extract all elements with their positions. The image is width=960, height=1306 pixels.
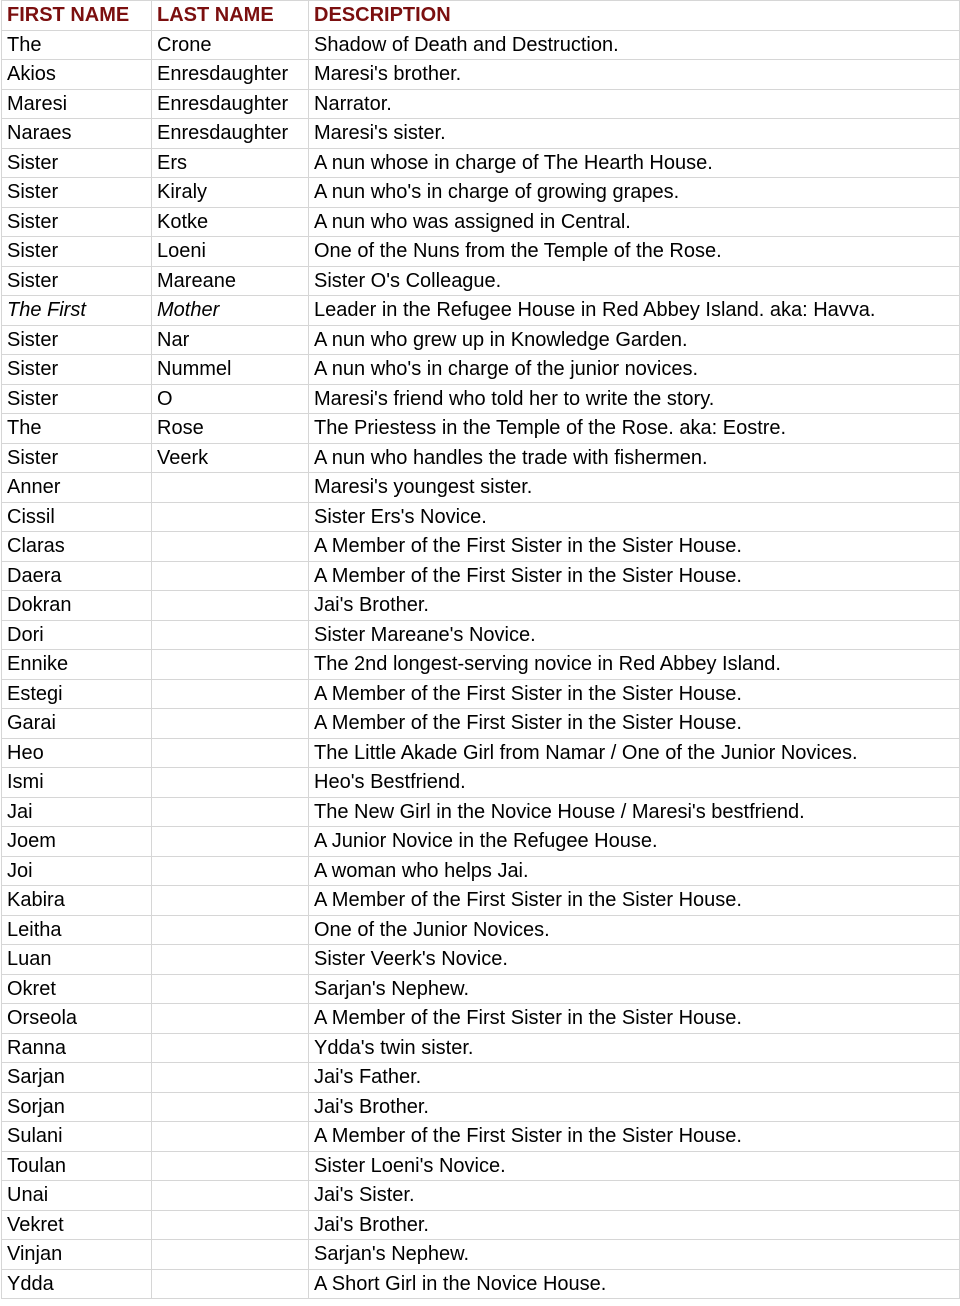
table-row — [2, 502, 960, 532]
table-row — [2, 709, 960, 739]
description-cell[interactable]: A Member of the First Sister in the Sister House. — [309, 679, 960, 709]
description-cell[interactable]: Heo's Bestfriend. — [309, 768, 960, 798]
last-name-cell[interactable]: Crone — [152, 30, 309, 60]
header-row — [2, 1, 960, 31]
last-name-cell[interactable] — [152, 738, 309, 768]
last-name-cell[interactable] — [152, 1063, 309, 1093]
last-name-cell[interactable] — [152, 561, 309, 591]
description-cell[interactable]: A nun whose in charge of The Hearth House. — [309, 148, 960, 178]
description-cell[interactable]: Sister Veerk's Novice. — [309, 945, 960, 975]
last-name-cell[interactable] — [152, 827, 309, 857]
description-cell[interactable]: A nun who's in charge of the junior novices. — [309, 355, 960, 385]
table-row — [2, 473, 960, 503]
table-row — [2, 355, 960, 385]
table-row — [2, 738, 960, 768]
table-row — [2, 1033, 960, 1063]
last-name-cell[interactable] — [152, 915, 309, 945]
table-row — [2, 561, 960, 591]
last-name-cell[interactable]: Loeni — [152, 237, 309, 267]
description-cell[interactable]: The New Girl in the Novice House / Maresi's bestfriend. — [309, 797, 960, 827]
last-name-cell[interactable] — [152, 856, 309, 886]
first-name-cell[interactable]: Luan — [2, 945, 152, 975]
last-name-cell[interactable] — [152, 1092, 309, 1122]
first-name-cell[interactable]: Ranna — [2, 1033, 152, 1063]
last-name-cell[interactable]: Enresdaughter — [152, 60, 309, 90]
description-cell[interactable]: Jai's Sister. — [309, 1181, 960, 1211]
first-name-cell[interactable]: Cissil — [2, 502, 152, 532]
description-cell[interactable]: A Junior Novice in the Refugee House. — [309, 827, 960, 857]
last-name-cell[interactable] — [152, 768, 309, 798]
table-row — [2, 915, 960, 945]
last-name-cell[interactable]: Veerk — [152, 443, 309, 473]
first-name-cell[interactable]: Joem — [2, 827, 152, 857]
table-row — [2, 207, 960, 237]
first-name-cell[interactable]: Kabira — [2, 886, 152, 916]
first-name-cell[interactable]: Orseola — [2, 1004, 152, 1034]
last-name-cell[interactable] — [152, 945, 309, 975]
table-row — [2, 384, 960, 414]
last-name-cell[interactable] — [152, 1004, 309, 1034]
table-row — [2, 797, 960, 827]
last-name-cell[interactable] — [152, 473, 309, 503]
table-row — [2, 532, 960, 562]
last-name-cell[interactable] — [152, 1210, 309, 1240]
description-cell[interactable]: Jai's Brother. — [309, 1092, 960, 1122]
last-name-cell[interactable] — [152, 974, 309, 1004]
first-name-cell[interactable]: Sister — [2, 384, 152, 414]
description-cell[interactable]: A nun who grew up in Knowledge Garden. — [309, 325, 960, 355]
last-name-cell[interactable]: Rose — [152, 414, 309, 444]
table-row — [2, 650, 960, 680]
table-row — [2, 620, 960, 650]
table-row — [2, 886, 960, 916]
table-row — [2, 1122, 960, 1152]
table-row — [2, 856, 960, 886]
last-name-cell[interactable]: Mother — [152, 296, 309, 326]
description-cell[interactable]: Sister O's Colleague. — [309, 266, 960, 296]
description-cell[interactable]: Sarjan's Nephew. — [309, 1240, 960, 1270]
table-row — [2, 679, 960, 709]
first-name-cell[interactable]: Ydda — [2, 1269, 152, 1299]
last-name-cell[interactable] — [152, 1181, 309, 1211]
last-name-cell[interactable] — [152, 1122, 309, 1152]
first-name-cell[interactable]: Sister — [2, 355, 152, 385]
first-name-cell[interactable]: Sister — [2, 325, 152, 355]
character-sheet — [1, 0, 959, 1299]
last-name-cell[interactable]: Mareane — [152, 266, 309, 296]
last-name-cell[interactable] — [152, 591, 309, 621]
first-name-cell[interactable]: Ennike — [2, 650, 152, 680]
table-row — [2, 1181, 960, 1211]
header-description[interactable]: DESCRIPTION — [309, 1, 960, 31]
description-cell[interactable]: Ydda's twin sister. — [309, 1033, 960, 1063]
last-name-cell[interactable] — [152, 797, 309, 827]
table-row — [2, 178, 960, 208]
description-cell[interactable]: Maresi's brother. — [309, 60, 960, 90]
first-name-cell[interactable]: Sister — [2, 178, 152, 208]
first-name-cell[interactable]: Leitha — [2, 915, 152, 945]
description-cell[interactable]: Maresi's youngest sister. — [309, 473, 960, 503]
table-row — [2, 443, 960, 473]
description-cell[interactable]: Jai's Brother. — [309, 1210, 960, 1240]
description-cell[interactable]: Shadow of Death and Destruction. — [309, 30, 960, 60]
description-cell[interactable]: A Member of the First Sister in the Sister House. — [309, 561, 960, 591]
table-row — [2, 30, 960, 60]
table-row — [2, 1210, 960, 1240]
first-name-cell[interactable]: Vekret — [2, 1210, 152, 1240]
first-name-cell[interactable]: Sister — [2, 266, 152, 296]
first-name-cell[interactable]: Estegi — [2, 679, 152, 709]
last-name-cell[interactable] — [152, 1151, 309, 1181]
first-name-cell[interactable]: Sister — [2, 443, 152, 473]
description-cell[interactable]: One of the Junior Novices. — [309, 915, 960, 945]
character-table — [1, 0, 960, 1299]
first-name-cell[interactable]: Toulan — [2, 1151, 152, 1181]
description-cell[interactable]: A nun who handles the trade with fishermen. — [309, 443, 960, 473]
table-row — [2, 325, 960, 355]
table-row — [2, 237, 960, 267]
first-name-cell[interactable]: Daera — [2, 561, 152, 591]
last-name-cell[interactable] — [152, 650, 309, 680]
table-body — [2, 30, 960, 1299]
table-row — [2, 1063, 960, 1093]
last-name-cell[interactable]: Nar — [152, 325, 309, 355]
last-name-cell[interactable]: Kotke — [152, 207, 309, 237]
first-name-cell[interactable]: Vinjan — [2, 1240, 152, 1270]
header-last-name[interactable]: LAST NAME — [152, 1, 309, 31]
last-name-cell[interactable]: Kiraly — [152, 178, 309, 208]
first-name-cell[interactable]: Jai — [2, 797, 152, 827]
description-cell[interactable]: Sister Mareane's Novice. — [309, 620, 960, 650]
description-cell[interactable]: A Member of the First Sister in the Sister House. — [309, 532, 960, 562]
first-name-cell[interactable]: Anner — [2, 473, 152, 503]
table-row — [2, 827, 960, 857]
first-name-cell[interactable]: Akios — [2, 60, 152, 90]
last-name-cell[interactable] — [152, 886, 309, 916]
description-cell[interactable]: A Member of the First Sister in the Sister House. — [309, 886, 960, 916]
last-name-cell[interactable]: Ers — [152, 148, 309, 178]
first-name-cell[interactable]: Unai — [2, 1181, 152, 1211]
last-name-cell[interactable]: Enresdaughter — [152, 119, 309, 149]
table-row — [2, 60, 960, 90]
first-name-cell[interactable]: Sister — [2, 148, 152, 178]
table-row — [2, 591, 960, 621]
first-name-cell[interactable]: Ismi — [2, 768, 152, 798]
first-name-cell[interactable]: Claras — [2, 532, 152, 562]
first-name-cell[interactable]: Dori — [2, 620, 152, 650]
description-cell[interactable]: Jai's Father. — [309, 1063, 960, 1093]
description-cell[interactable]: The Priestess in the Temple of the Rose. aka: Eostre. — [309, 414, 960, 444]
table-row — [2, 1004, 960, 1034]
table-row — [2, 1240, 960, 1270]
description-cell[interactable]: Leader in the Refugee House in Red Abbey Island. aka: Havva. — [309, 296, 960, 326]
table-row — [2, 266, 960, 296]
table-row — [2, 945, 960, 975]
description-cell[interactable]: A Member of the First Sister in the Sister House. — [309, 1004, 960, 1034]
first-name-cell[interactable]: Sarjan — [2, 1063, 152, 1093]
description-cell[interactable]: One of the Nuns from the Temple of the Rose. — [309, 237, 960, 267]
table-row — [2, 119, 960, 149]
first-name-cell[interactable]: Sulani — [2, 1122, 152, 1152]
last-name-cell[interactable] — [152, 1240, 309, 1270]
table-row — [2, 296, 960, 326]
last-name-cell[interactable] — [152, 1269, 309, 1299]
table-row — [2, 1092, 960, 1122]
table-row — [2, 768, 960, 798]
description-cell[interactable]: Sister Ers's Novice. — [309, 502, 960, 532]
last-name-cell[interactable] — [152, 679, 309, 709]
table-row — [2, 1269, 960, 1299]
table-row — [2, 1151, 960, 1181]
description-cell[interactable]: Sarjan's Nephew. — [309, 974, 960, 1004]
first-name-cell[interactable]: Heo — [2, 738, 152, 768]
last-name-cell[interactable] — [152, 709, 309, 739]
description-cell[interactable]: Sister Loeni's Novice. — [309, 1151, 960, 1181]
description-cell[interactable]: A Member of the First Sister in the Sister House. — [309, 709, 960, 739]
description-cell[interactable]: The Little Akade Girl from Namar / One of the Junior Novices. — [309, 738, 960, 768]
first-name-cell[interactable]: Maresi — [2, 89, 152, 119]
description-cell[interactable]: Jai's Brother. — [309, 591, 960, 621]
table-row — [2, 414, 960, 444]
first-name-cell[interactable]: Joi — [2, 856, 152, 886]
first-name-cell[interactable]: The First — [2, 296, 152, 326]
description-cell[interactable]: A woman who helps Jai. — [309, 856, 960, 886]
first-name-cell[interactable]: Okret — [2, 974, 152, 1004]
description-cell[interactable]: A nun who's in charge of growing grapes. — [309, 178, 960, 208]
first-name-cell[interactable]: Garai — [2, 709, 152, 739]
description-cell[interactable]: A Member of the First Sister in the Sister House. — [309, 1122, 960, 1152]
first-name-cell[interactable]: The — [2, 30, 152, 60]
last-name-cell[interactable] — [152, 1033, 309, 1063]
table-row — [2, 974, 960, 1004]
first-name-cell[interactable]: Sister — [2, 237, 152, 267]
first-name-cell[interactable]: Sorjan — [2, 1092, 152, 1122]
header-first-name[interactable]: FIRST NAME — [2, 1, 152, 31]
description-cell[interactable]: The 2nd longest-serving novice in Red Abbey Island. — [309, 650, 960, 680]
table-row — [2, 89, 960, 119]
description-cell[interactable]: A Short Girl in the Novice House. — [309, 1269, 960, 1299]
description-cell[interactable]: Maresi's friend who told her to write the story. — [309, 384, 960, 414]
last-name-cell[interactable] — [152, 502, 309, 532]
first-name-cell[interactable]: The — [2, 414, 152, 444]
first-name-cell[interactable]: Sister — [2, 207, 152, 237]
first-name-cell[interactable]: Dokran — [2, 591, 152, 621]
last-name-cell[interactable] — [152, 532, 309, 562]
last-name-cell[interactable]: Enresdaughter — [152, 89, 309, 119]
last-name-cell[interactable]: O — [152, 384, 309, 414]
last-name-cell[interactable]: Nummel — [152, 355, 309, 385]
description-cell[interactable]: A nun who was assigned in Central. — [309, 207, 960, 237]
first-name-cell[interactable]: Naraes — [2, 119, 152, 149]
table-row — [2, 148, 960, 178]
description-cell[interactable]: Narrator. — [309, 89, 960, 119]
last-name-cell[interactable] — [152, 620, 309, 650]
description-cell[interactable]: Maresi's sister. — [309, 119, 960, 149]
